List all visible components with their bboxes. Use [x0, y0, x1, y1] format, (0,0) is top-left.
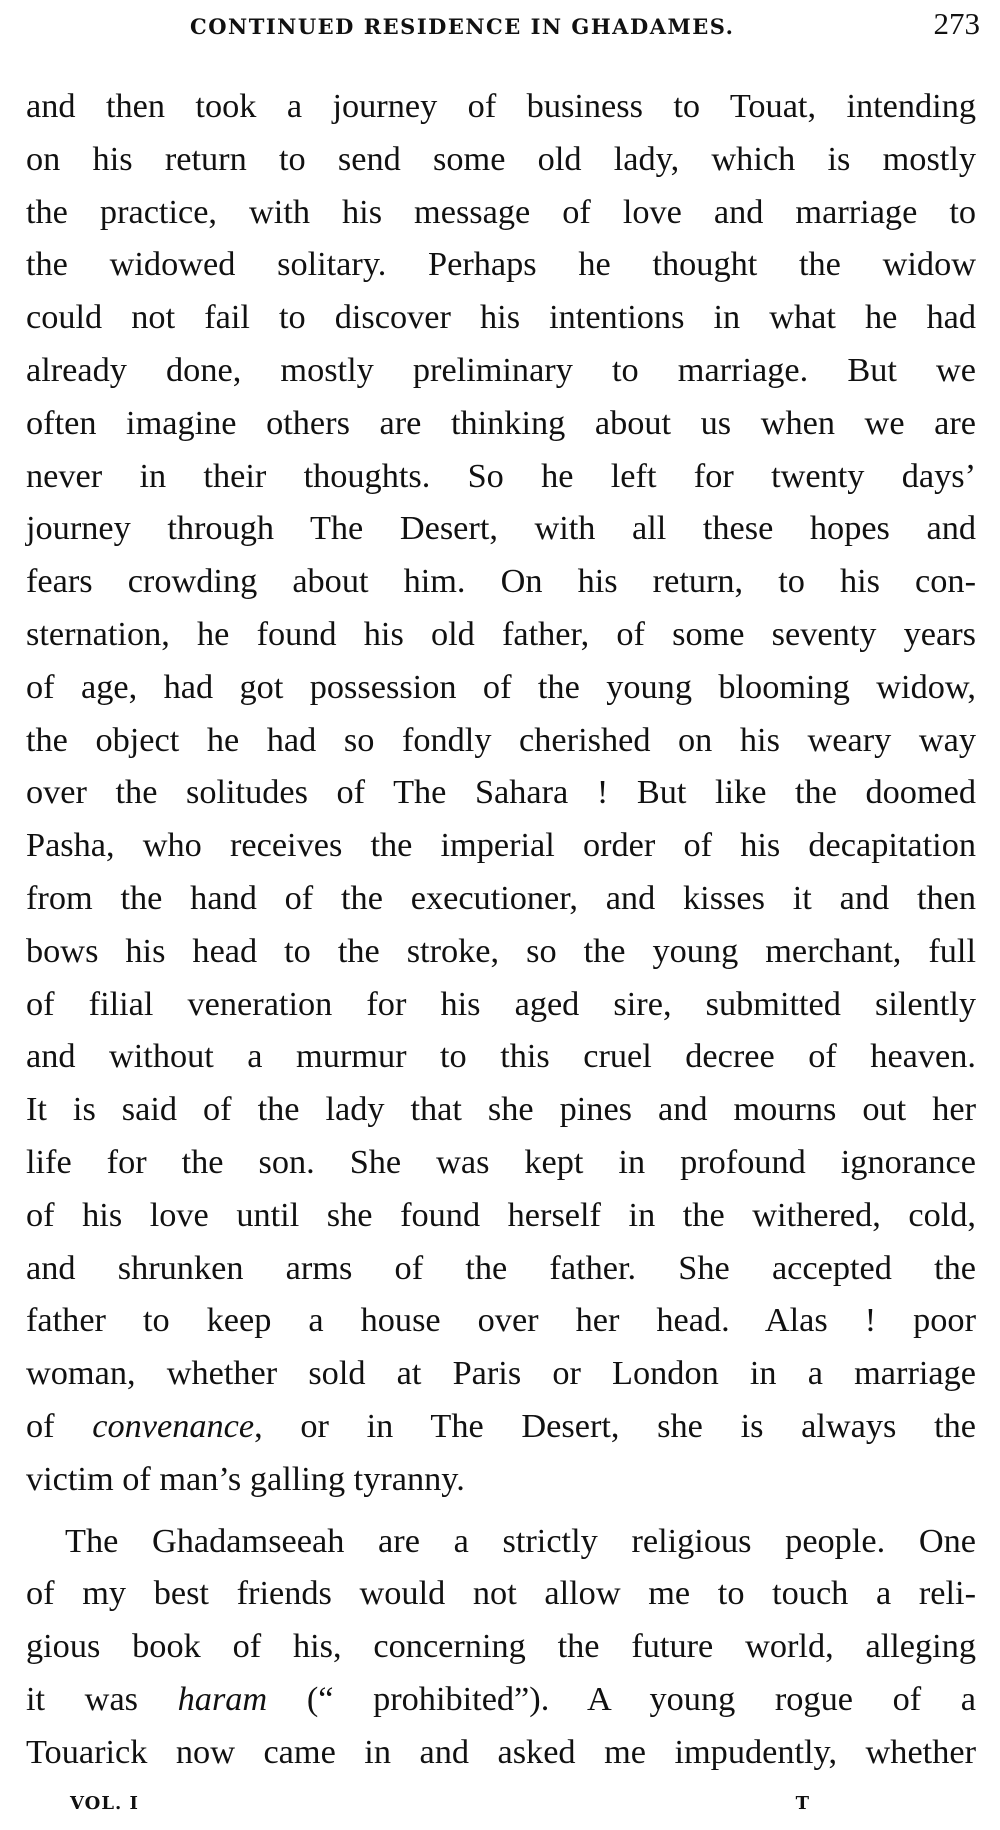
text-line: and without a murmur to this cruel decree of heaven. — [26, 1037, 976, 1076]
text-line: It is said of the lady that she pines and mourns out her — [26, 1090, 976, 1129]
signature-mark: T — [795, 1793, 810, 1814]
text-line: never in their thoughts. So he left for twenty days’ — [26, 456, 976, 495]
text-line: of my best friends would not allow me to touch a reli- — [26, 1574, 976, 1613]
text-line: and then took a journey of business to Touat, intending — [26, 87, 976, 125]
paragraph — [26, 1515, 976, 1779]
text-line: the practice, with his message of love and marriage to — [26, 192, 976, 231]
text-line: often imagine others are thinking about us when we are — [26, 403, 976, 442]
text-line: fears crowding about him. On his return, to his con- — [26, 562, 976, 601]
italic-term: convenance — [92, 1406, 255, 1445]
paragraph — [26, 80, 976, 1506]
text-line: the object he had so fondly cherished on his weary way — [26, 720, 976, 759]
italic-term: haram — [177, 1679, 268, 1718]
text-line: the widowed solitary. Perhaps he thought the widow — [26, 245, 976, 284]
text-line: Pasha, who receives the imperial order of his decapitation — [26, 826, 976, 865]
text-line: gious book of his, concerning the future world, alleging — [26, 1627, 976, 1666]
text-line: and shrunken arms of the father. She accepted the — [26, 1248, 976, 1287]
text-line: could not fail to discover his intentions in what he had — [26, 298, 976, 337]
page-number: 273 — [933, 6, 980, 41]
text-line: of his love until she found herself in the withered, cold, — [26, 1195, 976, 1234]
running-title: CONTINUED RESIDENCE IN GHADAMES. — [190, 14, 735, 39]
text-line: from the hand of the executioner, and kisses it and then — [26, 878, 976, 917]
text-line: on his return to send some old lady, which is mostly — [26, 139, 976, 178]
running-head — [190, 6, 980, 42]
text-line: The Ghadamseeah are a strictly religious people. One — [65, 1521, 976, 1560]
text-line: of convenance, or in The Desert, she is always the — [26, 1406, 976, 1445]
text-line: it was haram (“ prohibited”). A young rogue of a — [26, 1679, 976, 1718]
page-footer — [70, 1793, 810, 1814]
body-text — [26, 80, 976, 1779]
text-line: sternation, he found his old father, of some seventy years — [26, 614, 976, 653]
text-line: life for the son. She was kept in profound ignorance — [26, 1142, 976, 1181]
text-line: bows his head to the stroke, so the young merchant, full — [26, 931, 976, 970]
text-line: woman, whether sold at Paris or London in a marriage — [26, 1354, 976, 1393]
text-line: of filial veneration for his aged sire, submitted silently — [26, 984, 976, 1023]
text-line: Touarick now came in and asked me impudently, whether — [26, 1732, 976, 1771]
text-line: of age, had got possession of the young blooming widow, — [26, 667, 976, 706]
text-line: over the solitudes of The Sahara ! But like the doomed — [26, 773, 976, 812]
text-line: journey through The Desert, with all these hopes and — [26, 509, 976, 548]
text-line: already done, mostly preliminary to marriage. But we — [26, 350, 976, 389]
text-line: victim of man’s galling tyranny. — [26, 1459, 465, 1498]
text-line: father to keep a house over her head. Alas ! poor — [26, 1301, 976, 1340]
volume-mark: VOL. I — [70, 1793, 139, 1814]
